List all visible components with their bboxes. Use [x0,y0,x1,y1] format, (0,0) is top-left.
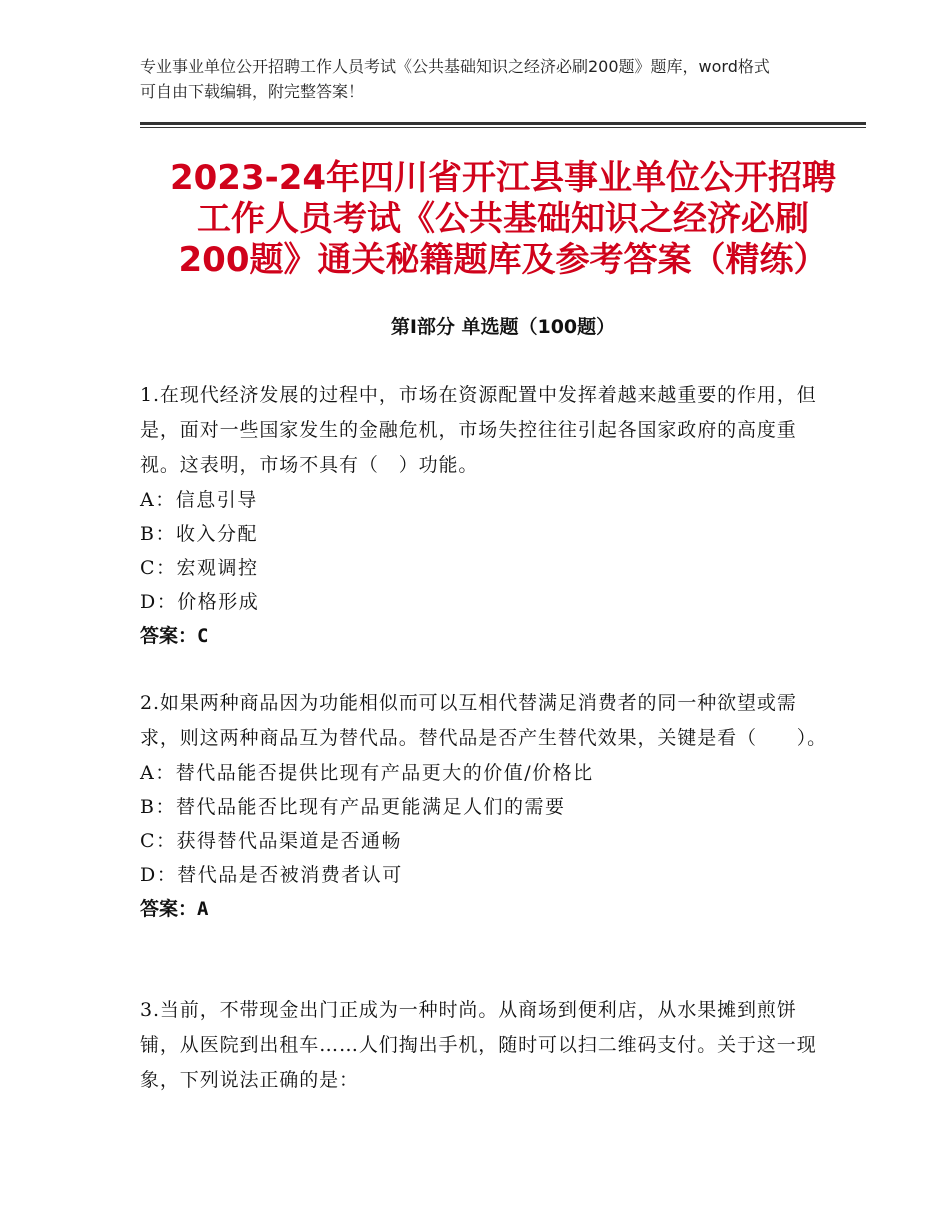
option-c: C：宏观调控 [140,557,259,579]
question-2 [140,686,830,926]
question-stem: 1.在现代经济发展的过程中，市场在资源配置中发挥着越来越重要的作用，但是，面对一些国家发生的金融危机，市场失控往往引起各国家政府的高度重视。这表明，市场不具有（ ）功能。 [140,384,817,476]
option-c: C：获得替代品渠道是否通畅 [140,830,403,852]
answer-line [140,892,830,926]
answer-label: 答案： [140,898,198,920]
title-line-1: 2023-24年四川省开江县事业单位公开招聘 [169,158,837,198]
option-a: A：替代品能否提供比现有产品更大的价值/价格比 [140,762,594,784]
option-d: D：价格形成 [140,591,260,613]
document-title [140,158,866,281]
question-stem: 3.当前，不带现金出门正成为一种时尚。从商场到便利店，从水果摊到煎饼铺，从医院到出租车……人们掏出手机，随时可以扫二维码支付。关于这一现象，下列说法正确的是： [140,999,817,1091]
title-line-2: 工作人员考试《公共基础知识之经济必刷 [197,199,809,239]
question-1 [140,378,830,653]
answer-value: A [197,898,209,920]
header-note: 专业事业单位公开招聘工作人员考试《公共基础知识之经济必刷200题》题库，word格式可自由下载编辑，附完整答案！ [140,57,770,101]
answer-label: 答案： [140,625,198,647]
answer-line [140,619,830,653]
question-stem: 2.如果两种商品因为功能相似而可以互相代替满足消费者的同一种欲望或需求，则这两种商品互为替代品。替代品是否产生替代效果，关键是看（ ）。 [140,692,828,749]
header-divider-thick [140,122,866,125]
option-b: B：替代品能否比现有产品更能满足人们的需要 [140,796,566,818]
header-divider-thin [140,127,866,128]
title-line-3: 200题》通关秘籍题库及参考答案（精练） [178,240,828,280]
option-a: A：信息引导 [140,489,258,511]
answer-value: C [197,625,209,647]
section-title: 第Ⅰ部分 单选题（100题） [390,316,616,338]
option-d: D：替代品是否被消费者认可 [140,864,403,886]
question-3 [140,993,830,1098]
option-b: B：收入分配 [140,523,258,545]
